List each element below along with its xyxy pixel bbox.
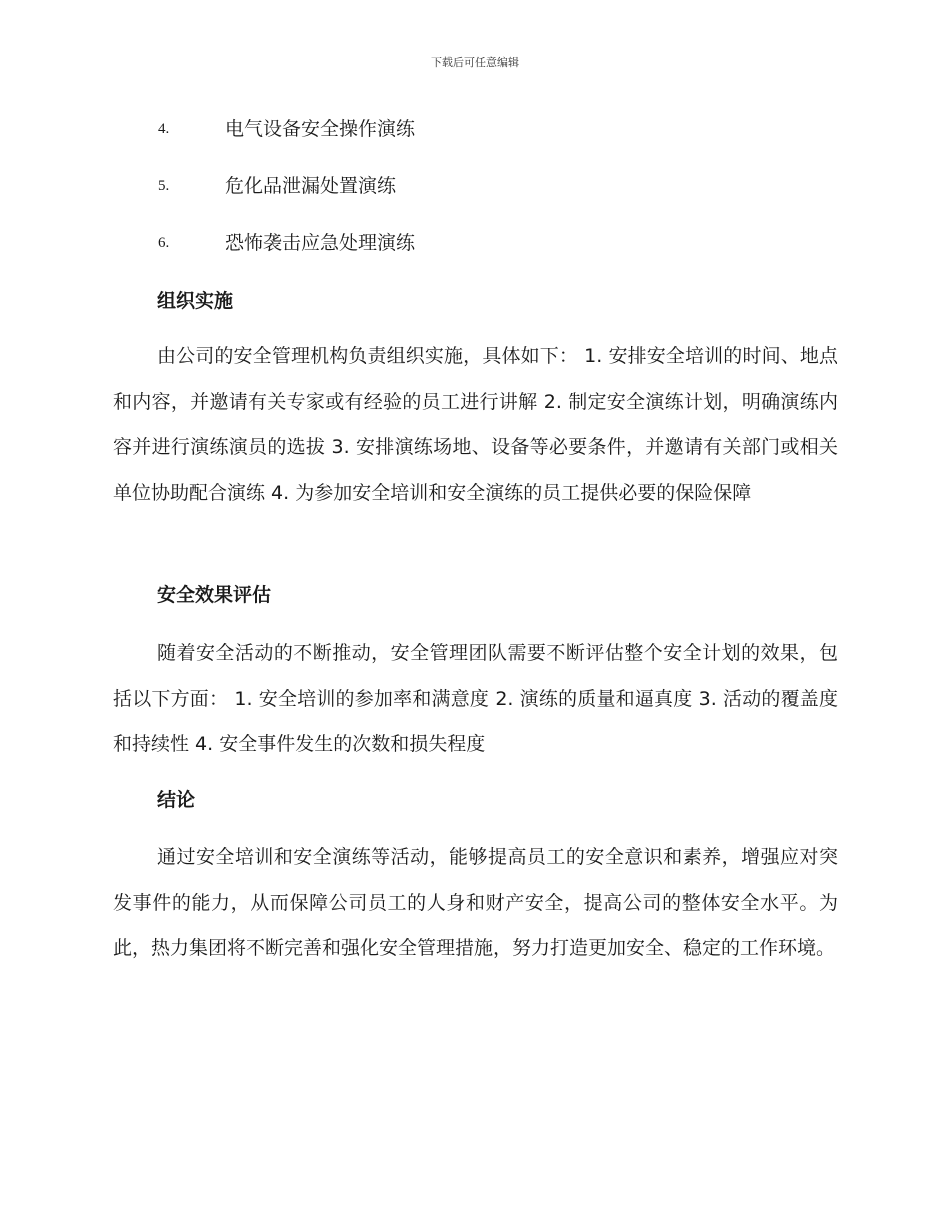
- section-body-evaluation: 随着安全活动的不断推动，安全管理团队需要不断评估整个安全计划的效果，包括以下方面： 1. 安全培训的参加率和满意度 2. 演练的质量和逼真度 3. 活动的覆盖度和持续性 4. 安全事件发生的次数和损失程度: [113, 642, 838, 755]
- section-body-conclusion: 通过安全培训和安全演练等活动，能够提高员工的安全意识和素养，增强应对突发事件的能力，从而保障公司员工的人身和财产安全，提高公司的整体安全水平。为此，热力集团将不断完善和强化安全管理措施，努力打造更加安全、稳定的工作环境。: [113, 846, 838, 959]
- section-heading-conclusion: 结论: [157, 789, 196, 811]
- list-item-text: 危化品泄漏处置演练: [225, 175, 397, 197]
- list-item-number: 6.: [158, 235, 170, 251]
- page-header-note: 下载后可任意编辑: [431, 56, 519, 69]
- list-item: [0, 172, 950, 200]
- list-item: [0, 229, 950, 257]
- list-item-text: 电气设备安全操作演练: [225, 118, 416, 140]
- section-body-organization: 由公司的安全管理机构负责组织实施，具体如下： 1. 安排安全培训的时间、地点和内容，并邀请有关专家或有经验的员工进行讲解 2. 制定安全演练计划，明确演练内容并进行演练演员的选拔 3. 安排演练场地、设备等必要条件，并邀请有关部门或相关单位协助配合演练 4. 为参加安全培训和安全演练的员工提供必要的保险保障: [113, 345, 838, 504]
- list-item-text: 恐怖袭击应急处理演练: [225, 232, 416, 254]
- list-item: [0, 115, 950, 143]
- section-heading-organization: 组织实施: [157, 290, 234, 312]
- list-item-number: 5.: [158, 178, 170, 194]
- section-heading-evaluation: 安全效果评估: [157, 584, 272, 606]
- list-item-number: 4.: [158, 121, 170, 137]
